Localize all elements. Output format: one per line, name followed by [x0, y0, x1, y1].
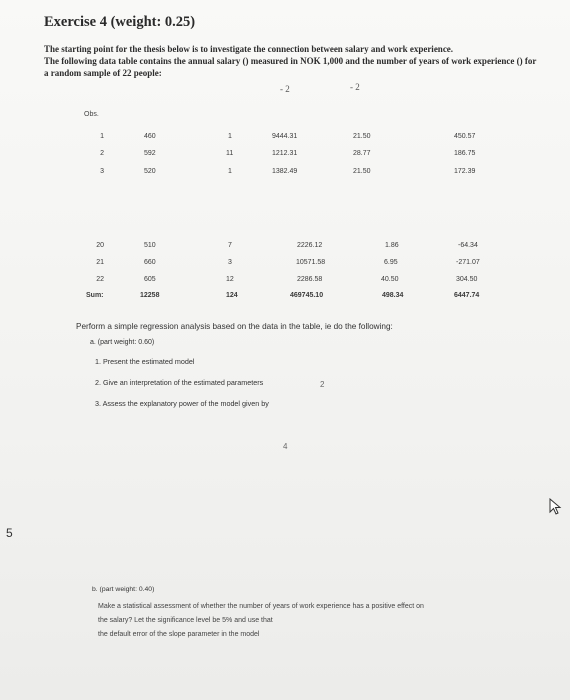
- table-cell: 28.77: [353, 150, 371, 157]
- table-cell: 510: [144, 242, 156, 249]
- table-cell: 40.50: [381, 276, 399, 283]
- sum-cell: 6447.74: [454, 292, 480, 299]
- table-cell: 172.39: [454, 168, 476, 175]
- part-a-item-1: 1. Present the estimated model: [95, 357, 195, 366]
- table-cell: 186.75: [454, 150, 476, 157]
- table-cell: 2226.12: [297, 242, 323, 249]
- table-cell: 21.50: [353, 133, 371, 140]
- margin-mark: - 2: [350, 82, 360, 92]
- table-cell: 10571.58: [296, 259, 326, 266]
- table-cell: 1382.49: [272, 168, 298, 175]
- part-b-line-2: the salary? Let the significance level be 5% and use that: [98, 617, 273, 624]
- table-cell: 592: [144, 150, 156, 157]
- part-a-label: a. (part weight: 0.60): [90, 339, 155, 346]
- table-cell: 11: [226, 150, 234, 157]
- task-intro: Perform a simple regression analysis based on the data in the table, ie do the following:: [76, 322, 393, 331]
- table-cell: 1: [228, 168, 232, 175]
- table-header-obs: Obs.: [84, 111, 99, 118]
- margin-mark: - 2: [280, 84, 290, 94]
- stray-mark: 4: [283, 442, 288, 451]
- table-cell: 12: [226, 276, 234, 283]
- table-cell: 605: [144, 276, 156, 283]
- part-a-item-3: 3. Assess the explanatory power of the model given by: [95, 399, 269, 408]
- intro-line-1: The starting point for the thesis below is to investigate the connection between salary and work experience.: [44, 44, 454, 54]
- part-b-line-3: the default error of the slope parameter in the model: [98, 631, 260, 638]
- table-cell: 21: [96, 259, 104, 266]
- sum-cell: 124: [226, 292, 238, 299]
- intro-line-2: The following data table contains the annual salary () measured in NOK 1,000 and the number of years of work experience () for: [44, 56, 537, 66]
- table-cell: 450.57: [454, 133, 476, 140]
- table-cell: 660: [144, 259, 156, 266]
- part-a-item-2: 2. Give an interpretation of the estimated parameters: [95, 378, 264, 387]
- table-cell: 2: [100, 150, 104, 157]
- part-b-line-1: Make a statistical assessment of whether the number of years of work experience has a positive effect on: [98, 603, 424, 610]
- page-number: 5: [6, 526, 13, 540]
- table-cell: 1.86: [385, 242, 399, 249]
- part-b-label: b. (part weight: 0.40): [92, 586, 155, 593]
- table-cell: 1212.31: [272, 150, 298, 157]
- exercise-title: Exercise 4 (weight: 0.25): [44, 14, 196, 30]
- sum-cell: 469745.10: [290, 292, 324, 299]
- table-cell: 460: [144, 133, 156, 140]
- table-cell: 1: [228, 133, 232, 140]
- table-cell: 22: [96, 276, 104, 283]
- sum-cell: 12258: [140, 292, 160, 299]
- table-cell: 2286.58: [297, 276, 323, 283]
- table-cell: 3: [100, 168, 104, 175]
- table-cell: 304.50: [456, 276, 478, 283]
- table-cell: 21.50: [353, 168, 371, 175]
- table-cell: 20: [96, 242, 104, 249]
- table-cell: 6.95: [384, 259, 398, 266]
- table-cell: -64.34: [458, 242, 478, 249]
- table-cell: 7: [228, 242, 232, 249]
- table-cell: 520: [144, 168, 156, 175]
- sum-label: Sum:: [86, 292, 104, 299]
- table-cell: -271.07: [456, 259, 480, 266]
- table-cell: 3: [228, 259, 232, 266]
- table-cell: 9444.31: [272, 133, 298, 140]
- mouse-pointer-icon: [548, 498, 562, 516]
- intro-line-3: a random sample of 22 people:: [44, 68, 162, 78]
- stray-mark: 2: [320, 380, 325, 389]
- sum-cell: 498.34: [382, 292, 404, 299]
- table-cell: 1: [100, 133, 104, 140]
